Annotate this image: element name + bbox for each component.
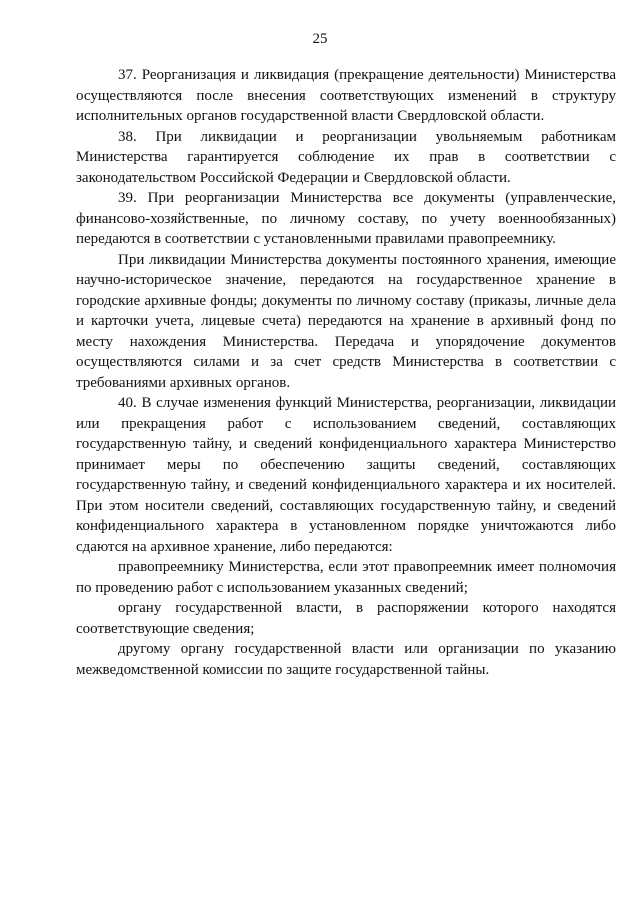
list-item-successor: правопреемнику Министерства, если этот правопреемник имеет полномочия по проведению работ с использованием указанных сведений; (76, 559, 616, 596)
paragraph-38: 38. При ликвидации и реорганизации увольняемым работникам Министерства гарантируется соблюдение их прав в соответствии с законодательством Российской Федерации и Свердловской области. (76, 128, 616, 186)
list-item-other-authority: другому органу государственной власти или организации по указанию межведомственной комиссии по защите государственной тайны. (76, 641, 616, 678)
paragraph-40: 40. В случае изменения функций Министерства, реорганизации, ликвидации или прекращения работ с использованием сведений, составляющих государственную тайну, и сведений конфиденциального характера Министерство принимает меры по обеспечению защиты сведений, составляющих государственную тайну, и сведений конфиденциального характера и их носителей. При этом носители сведений, составляющих государственную тайну, и сведений конфиденциального характера в установленном порядке уничтожаются либо сдаются на архивное хранение, либо передаются: (76, 395, 616, 555)
paragraph-39: 39. При реорганизации Министерства все документы (управленческие, финансово-хозяйственные, по личному составу, по учету военнообязанных) передаются в соответствии с установленными правилами правопреемнику. (76, 190, 616, 247)
paragraph-liquidation-archives: При ликвидации Министерства документы постоянного хранения, имеющие научно-историческое значение, передаются на государственное хранение в городские архивные фонды; документы по личному составу (приказы, личные дела и карточки учета, лицевые счета) передаются на хранение в архивный фонд по месту нахождения Министерства. Передача и упорядочение документов осуществляются силами и за счет средств Министерства в соответствии с требованиями архивных органов. (76, 251, 616, 391)
page-number: 25 (312, 31, 328, 47)
document-body (76, 65, 616, 680)
paragraph-37: 37. Реорганизация и ликвидация (прекращение деятельности) Министерства осуществляются после внесения соответствующих изменений в структуру исполнительных органов государственной власти Свердловской области. (76, 67, 616, 124)
list-item-state-authority: органу государственной власти, в распоряжении которого находятся соответствующие сведения; (76, 600, 616, 637)
